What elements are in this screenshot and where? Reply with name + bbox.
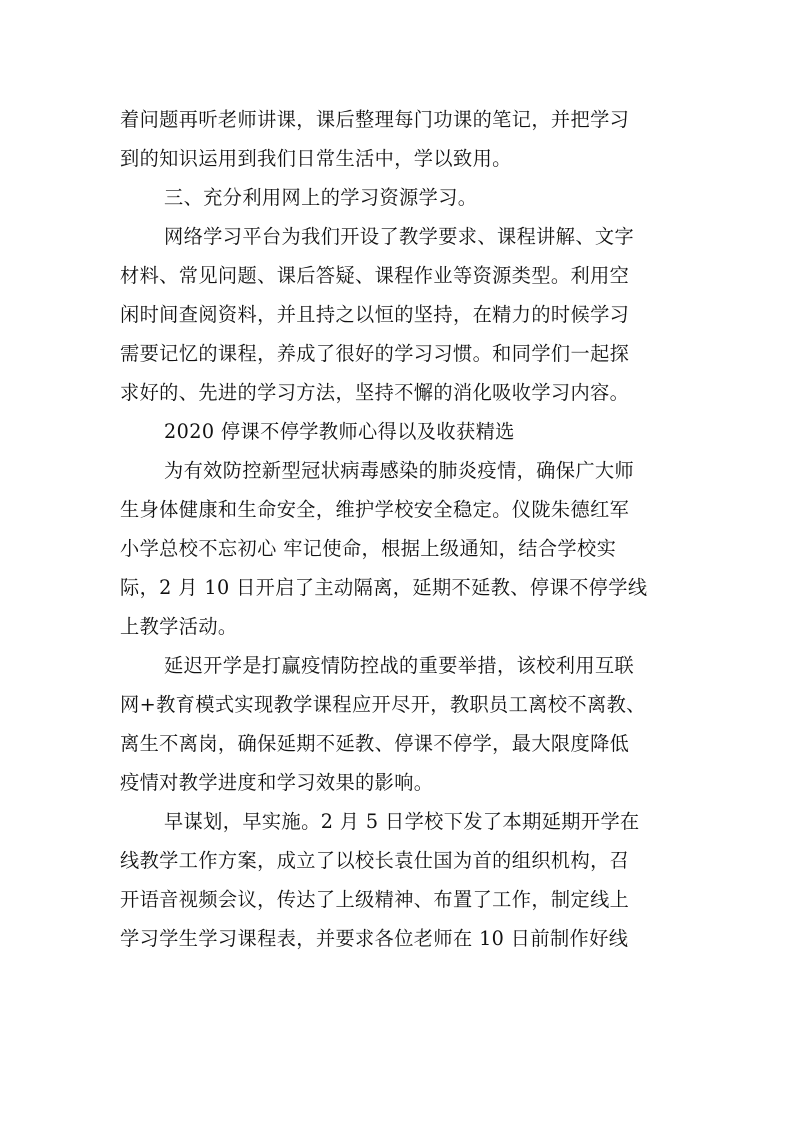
text-line: 疫情对教学进度和学习效果的影响。 — [120, 771, 434, 794]
text-line: 学习学生学习课程表，并要求各位老师在 10 日前制作好线 — [120, 927, 629, 950]
article-title: 2020 停课不停学教师心得以及收获精选 — [164, 420, 515, 443]
text-line: 线教学工作方案，成立了以校长袁仕国为首的组织机构，召 — [120, 849, 630, 872]
text-line: 际，2 月 10 日开启了主动隔离，延期不延教、停课不停学线 — [120, 576, 648, 599]
text-line: 延迟开学是打赢疫情防控战的重要举措，该校利用互联 — [164, 654, 635, 677]
text-line: 材料、常见问题、课后答疑、课程作业等资源类型。利用空 — [120, 264, 630, 287]
text-line: 生身体健康和生命安全，维护学校安全稳定。仪陇朱德红军 — [120, 498, 630, 521]
text-line: 到的知识运用到我们日常生活中，学以致用。 — [120, 147, 512, 170]
text-line: 闲时间查阅资料，并且持之以恒的坚持，在精力的时候学习 — [120, 303, 630, 326]
text-line: 开语音视频会议，传达了上级精神、布置了工作，制定线上 — [120, 888, 630, 911]
text-line: 求好的、先进的学习方法，坚持不懈的消化吸收学习内容。 — [120, 381, 630, 404]
text-line: 网络学习平台为我们开设了教学要求、课程讲解、文字 — [164, 225, 635, 248]
text-line: 为有效防控新型冠状病毒感染的肺炎疫情，确保广大师 — [164, 459, 635, 482]
text-line: 网+教育模式实现教学课程应开尽开，教职员工离校不离教、 — [120, 693, 646, 716]
document-body — [120, 100, 680, 958]
section-heading: 三、充分利用网上的学习资源学习。 — [164, 186, 478, 209]
text-line: 上教学活动。 — [120, 615, 238, 638]
text-line: 离生不离岗，确保延期不延教、停课不停学，最大限度降低 — [120, 732, 630, 755]
text-line: 需要记忆的课程，养成了很好的学习习惯。和同学们一起探 — [120, 342, 630, 365]
text-line: 小学总校不忘初心 牢记使命，根据上级通知，结合学校实 — [120, 537, 617, 560]
text-line: 着问题再听老师讲课，课后整理每门功课的笔记，并把学习 — [120, 108, 630, 131]
text-line: 早谋划，早实施。2 月 5 日学校下发了本期延期开学在 — [164, 810, 640, 833]
